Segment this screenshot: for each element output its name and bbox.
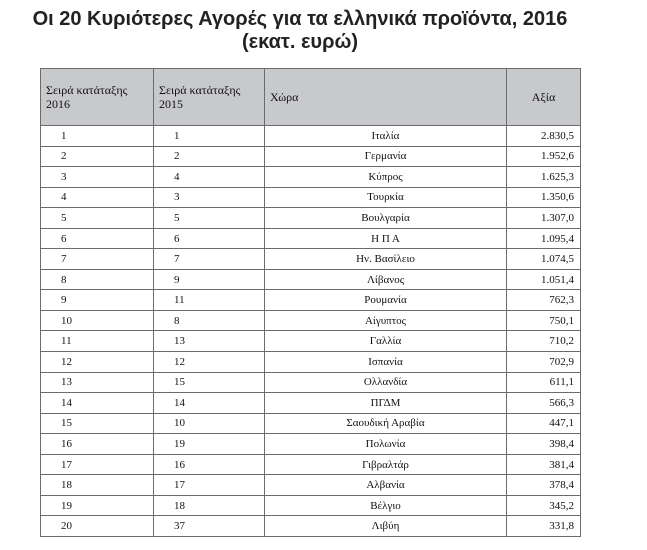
- rank-2016-cell: 5: [41, 208, 154, 229]
- table-row: [41, 495, 581, 516]
- rank-2015-cell: 11: [154, 290, 265, 311]
- value-cell: 611,1: [507, 372, 581, 393]
- header-rank-2015: Σειρά κατάταξης 2015: [154, 69, 265, 126]
- table-row: [41, 331, 581, 352]
- rank-2016-cell: 7: [41, 249, 154, 270]
- rank-2015-cell: 2: [154, 146, 265, 167]
- rank-2015-cell: 3: [154, 187, 265, 208]
- rank-2016-cell: 13: [41, 372, 154, 393]
- rank-2015-cell: 18: [154, 495, 265, 516]
- rank-2015-cell: 7: [154, 249, 265, 270]
- rank-2016-cell: 18: [41, 475, 154, 496]
- table-row: [41, 290, 581, 311]
- rank-2015-cell: 19: [154, 434, 265, 455]
- country-cell: Λιβύη: [265, 516, 507, 537]
- rank-2015-cell: 15: [154, 372, 265, 393]
- value-cell: 398,4: [507, 434, 581, 455]
- header-value: Αξία: [507, 69, 581, 126]
- table-row: [41, 269, 581, 290]
- value-cell: 566,3: [507, 393, 581, 414]
- country-cell: Τουρκία: [265, 187, 507, 208]
- country-cell: Λίβανος: [265, 269, 507, 290]
- table-row: [41, 393, 581, 414]
- rank-2016-cell: 9: [41, 290, 154, 311]
- country-cell: Ισπανία: [265, 352, 507, 373]
- rank-2015-cell: 13: [154, 331, 265, 352]
- country-cell: Ην. Βασίλειο: [265, 249, 507, 270]
- table-row: [41, 352, 581, 373]
- country-cell: ΠΓΔΜ: [265, 393, 507, 414]
- country-cell: Κύπρος: [265, 167, 507, 188]
- value-cell: 345,2: [507, 495, 581, 516]
- header-rank-2016: Σειρά κατάταξης 2016: [41, 69, 154, 126]
- table-row: [41, 187, 581, 208]
- value-cell: 331,8: [507, 516, 581, 537]
- rank-2015-cell: 17: [154, 475, 265, 496]
- value-cell: 381,4: [507, 454, 581, 475]
- table-row: [41, 310, 581, 331]
- table-row: [41, 475, 581, 496]
- table-row: [41, 372, 581, 393]
- rank-2016-cell: 20: [41, 516, 154, 537]
- table-row: [41, 126, 581, 147]
- value-cell: 1.307,0: [507, 208, 581, 229]
- rank-2016-cell: 17: [41, 454, 154, 475]
- title-line-2: (εκατ. ευρώ): [241, 31, 359, 53]
- country-cell: Η Π Α: [265, 228, 507, 249]
- value-cell: 1.051,4: [507, 269, 581, 290]
- country-cell: Αλβανία: [265, 475, 507, 496]
- country-cell: Αίγυπτος: [265, 310, 507, 331]
- rank-2016-cell: 15: [41, 413, 154, 434]
- table-row: [41, 454, 581, 475]
- rank-2016-cell: 8: [41, 269, 154, 290]
- rank-2015-cell: 4: [154, 167, 265, 188]
- table-row: [41, 167, 581, 188]
- rank-2016-cell: 6: [41, 228, 154, 249]
- rank-2015-cell: 12: [154, 352, 265, 373]
- value-cell: 710,2: [507, 331, 581, 352]
- table-body: [41, 126, 581, 537]
- rank-2015-cell: 1: [154, 126, 265, 147]
- value-cell: 1.095,4: [507, 228, 581, 249]
- markets-table: [40, 68, 581, 537]
- page-title: [0, 8, 600, 54]
- country-cell: Γαλλία: [265, 331, 507, 352]
- rank-2016-cell: 4: [41, 187, 154, 208]
- value-cell: 447,1: [507, 413, 581, 434]
- table-row: [41, 228, 581, 249]
- country-cell: Σαουδική Αραβία: [265, 413, 507, 434]
- header-country: Χώρα: [265, 69, 507, 126]
- value-cell: 1.625,3: [507, 167, 581, 188]
- value-cell: 2.830,5: [507, 126, 581, 147]
- rank-2015-cell: 9: [154, 269, 265, 290]
- rank-2016-cell: 12: [41, 352, 154, 373]
- country-cell: Βουλγαρία: [265, 208, 507, 229]
- rank-2016-cell: 11: [41, 331, 154, 352]
- country-cell: Βέλγιο: [265, 495, 507, 516]
- table-row: [41, 208, 581, 229]
- rank-2015-cell: 37: [154, 516, 265, 537]
- title-line-1: Οι 20 Κυριότερες Αγορές για τα ελληνικά προϊόντα, 2016: [32, 8, 568, 30]
- rank-2015-cell: 10: [154, 413, 265, 434]
- table-row: [41, 249, 581, 270]
- country-cell: Γερμανία: [265, 146, 507, 167]
- rank-2016-cell: 19: [41, 495, 154, 516]
- rank-2015-cell: 5: [154, 208, 265, 229]
- country-cell: Ολλανδία: [265, 372, 507, 393]
- rank-2016-cell: 16: [41, 434, 154, 455]
- rank-2015-cell: 16: [154, 454, 265, 475]
- rank-2015-cell: 8: [154, 310, 265, 331]
- rank-2016-cell: 14: [41, 393, 154, 414]
- table-row: [41, 516, 581, 537]
- country-cell: Ιταλία: [265, 126, 507, 147]
- value-cell: 702,9: [507, 352, 581, 373]
- country-cell: Γιβραλτάρ: [265, 454, 507, 475]
- rank-2016-cell: 2: [41, 146, 154, 167]
- value-cell: 378,4: [507, 475, 581, 496]
- value-cell: 1.074,5: [507, 249, 581, 270]
- rank-2016-cell: 10: [41, 310, 154, 331]
- table-row: [41, 434, 581, 455]
- rank-2016-cell: 3: [41, 167, 154, 188]
- table-row: [41, 413, 581, 434]
- value-cell: 762,3: [507, 290, 581, 311]
- table-row: [41, 146, 581, 167]
- country-cell: Πολωνία: [265, 434, 507, 455]
- table-header-row: [41, 69, 581, 126]
- value-cell: 1.350,6: [507, 187, 581, 208]
- rank-2016-cell: 1: [41, 126, 154, 147]
- country-cell: Ρουμανία: [265, 290, 507, 311]
- value-cell: 1.952,6: [507, 146, 581, 167]
- value-cell: 750,1: [507, 310, 581, 331]
- rank-2015-cell: 6: [154, 228, 265, 249]
- rank-2015-cell: 14: [154, 393, 265, 414]
